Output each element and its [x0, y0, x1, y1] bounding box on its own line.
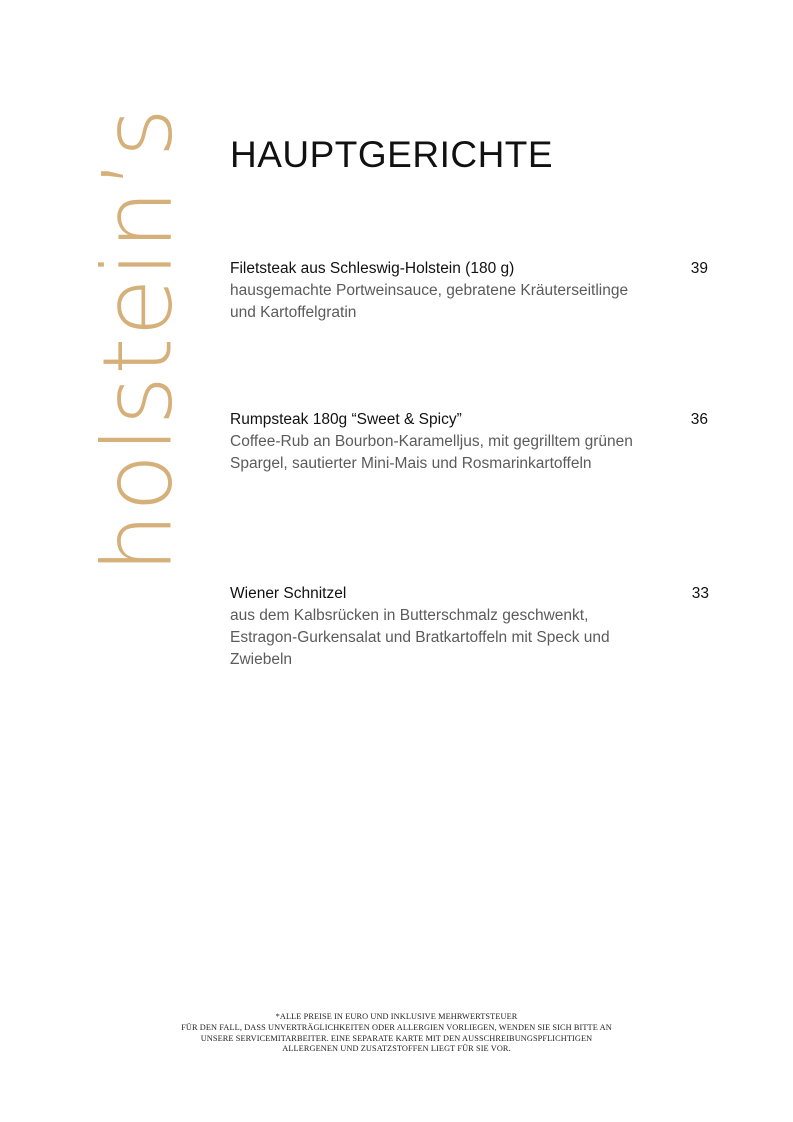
footer-line: ALLERGENEN UND ZUSATZSTOFFEN LIEGT FÜR SIE VOR.	[282, 1044, 511, 1054]
allergen-footer	[0, 1012, 793, 1055]
menu-item-name: Rumpsteak 180g “Sweet & Spicy”	[230, 411, 462, 428]
menu-item-name: Filetsteak aus Schleswig-Holstein (180 g)	[230, 260, 515, 277]
menu-item-name: Wiener Schnitzel	[230, 585, 347, 602]
footer-line: UNSERE SERVICEMITARBEITER. EINE SEPARATE KARTE MIT DEN AUSSCHREIBUNGSPFLICHTIGEN	[200, 1033, 593, 1043]
menu-item-description: aus dem Kalbsrücken in Butterschmalz geschwenkt, Estragon-Gurkensalat und Bratkartoffeln mit Speck und Zwiebeln	[230, 607, 610, 668]
menu-item-description: Coffee-Rub an Bourbon-Karamelljus, mit gegrilltem grünen Spargel, sautierter Mini-Mais und Rosmarinkartoffeln	[230, 433, 633, 472]
brand-logo	[83, 106, 194, 574]
menu-item	[230, 409, 710, 475]
section-title: HAUPTGERICHTE	[230, 134, 554, 175]
menu-item	[230, 258, 710, 324]
menu-item-price: 39	[690, 260, 708, 277]
brand-logo-text: holstein’s	[83, 106, 194, 574]
footer-line: FÜR DEN FALL, DASS UNVERTRÄGLICHKEITEN ODER ALLERGIEN VORLIEGEN, WENDEN SIE SICH BITTE AN	[181, 1022, 612, 1032]
footer-line: *ALLE PREISE IN EURO UND INKLUSIVE MEHRWERTSTEUER	[275, 1012, 518, 1021]
menu-item-price: 33	[691, 585, 709, 602]
menu-item	[230, 583, 710, 671]
menu-item-description: hausgemachte Portweinsauce, gebratene Kräuterseitlinge und Kartoffelgratin	[230, 282, 629, 321]
menu-item-price: 36	[690, 411, 708, 428]
